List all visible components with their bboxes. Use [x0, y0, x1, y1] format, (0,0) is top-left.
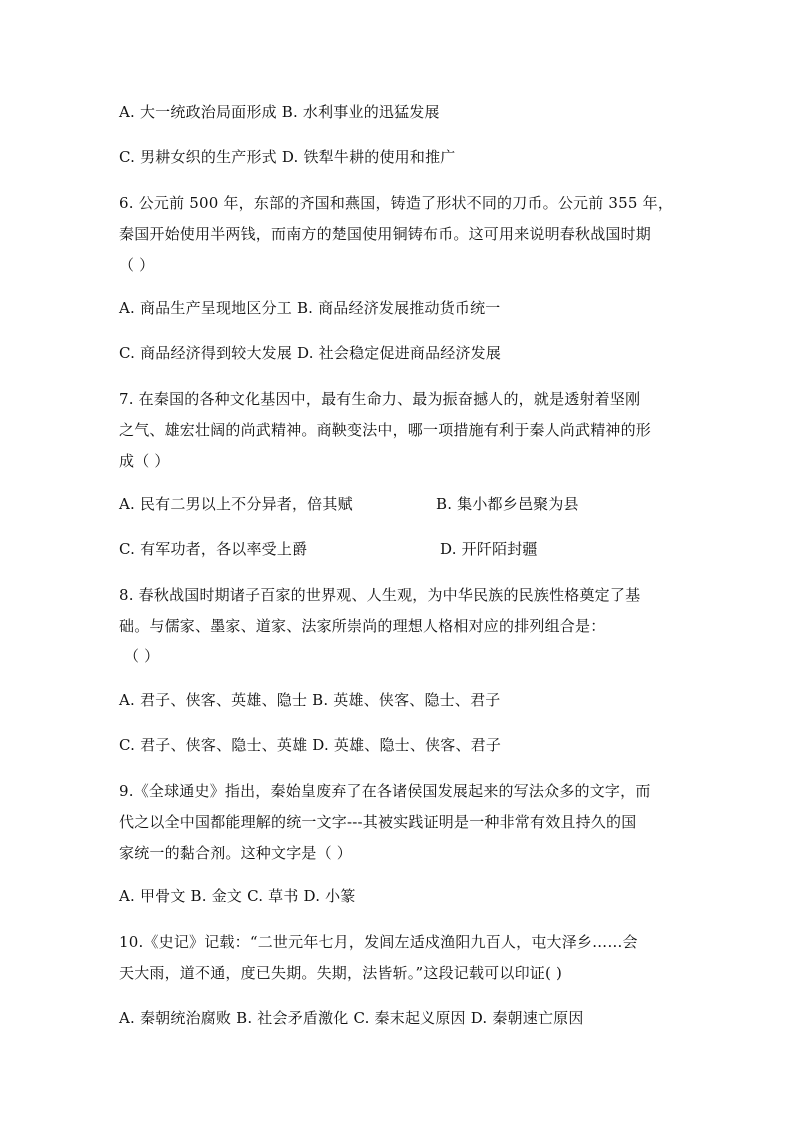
q7-stem-line3: 成（ ）	[119, 452, 170, 470]
q5-options-ab: A. 大一统政治局面形成 B. 水利事业的迅猛发展	[119, 103, 440, 121]
q8-options-cd: C. 君子、侠客、隐士、英雄 D. 英雄、隐士、侠客、君子	[119, 736, 502, 754]
q9-options: A. 甲骨文 B. 金文 C. 草书 D. 小篆	[119, 887, 356, 905]
q6-options-ab: A. 商品生产呈现地区分工 B. 商品经济发展推动货币统一	[119, 299, 501, 317]
q10-options: A. 秦朝统治腐败 B. 社会矛盾激化 C. 秦末起义原因 D. 秦朝速亡原因	[119, 1009, 584, 1027]
q8-stem-line2: 础。与儒家、墨家、道家、法家所崇尚的理想人格相对应的排列组合是：	[119, 617, 606, 635]
q9-stem-line1: 9.《全球通史》指出，秦始皇废弃了在各诸侯国发展起来的写法众多的文字，而	[119, 782, 651, 800]
q6-options-cd: C. 商品经济得到较大发展 D. 社会稳定促进商品经济发展	[119, 344, 502, 362]
q7-option-c: C. 有军功者，各以率受上爵	[119, 540, 308, 558]
q8-answer-blank: （ ）	[124, 647, 160, 665]
q6-stem-line2: 秦国开始使用半两钱，而南方的楚国使用铜铸布币。这可用来说明春秋战国时期	[119, 225, 652, 243]
q6-answer-blank: （ ）	[119, 256, 155, 274]
q8-stem-line1: 8. 春秋战国时期诸子百家的世界观、人生观，为中华民族的民族性格奠定了基	[119, 586, 641, 604]
q7-option-d: D. 开阡陌封疆	[440, 540, 538, 558]
q5-options-cd: C. 男耕女织的生产形式 D. 铁犁牛耕的使用和推广	[119, 148, 456, 166]
q10-stem-line1: 10.《史记》记载：“二世元年七月，发闾左适戍渔阳九百人，屯大泽乡……会	[119, 933, 638, 951]
q8-options-ab: A. 君子、侠客、英雄、隐士 B. 英雄、侠客、隐士、君子	[119, 691, 501, 709]
q7-stem-line2: 之气、雄宏壮阔的尚武精神。商鞅变法中，哪一项措施有利于秦人尚武精神的形	[119, 421, 652, 439]
q10-stem-line2: 天大雨，道不通，度已失期。失期，法皆斩。”这段记载可以印证( )	[119, 964, 563, 982]
q7-option-b: B. 集小都乡邑聚为县	[436, 495, 579, 513]
q6-stem-line1: 6. 公元前 500 年，东部的齐国和燕国，铸造了形状不同的刀币。公元前 355 年，	[119, 194, 674, 212]
q7-stem-line1: 7. 在秦国的各种文化基因中，最有生命力、最为振奋撼人的，就是透射着坚刚	[119, 390, 641, 408]
q9-stem-line3: 家统一的黏合剂。这种文字是（ ）	[119, 844, 352, 862]
q9-stem-line2: 代之以全中国都能理解的统一文字---其被实践证明是一种非常有效且持久的国	[119, 813, 637, 831]
q7-option-a: A. 民有二男以上不分异者，倍其赋	[119, 495, 353, 513]
